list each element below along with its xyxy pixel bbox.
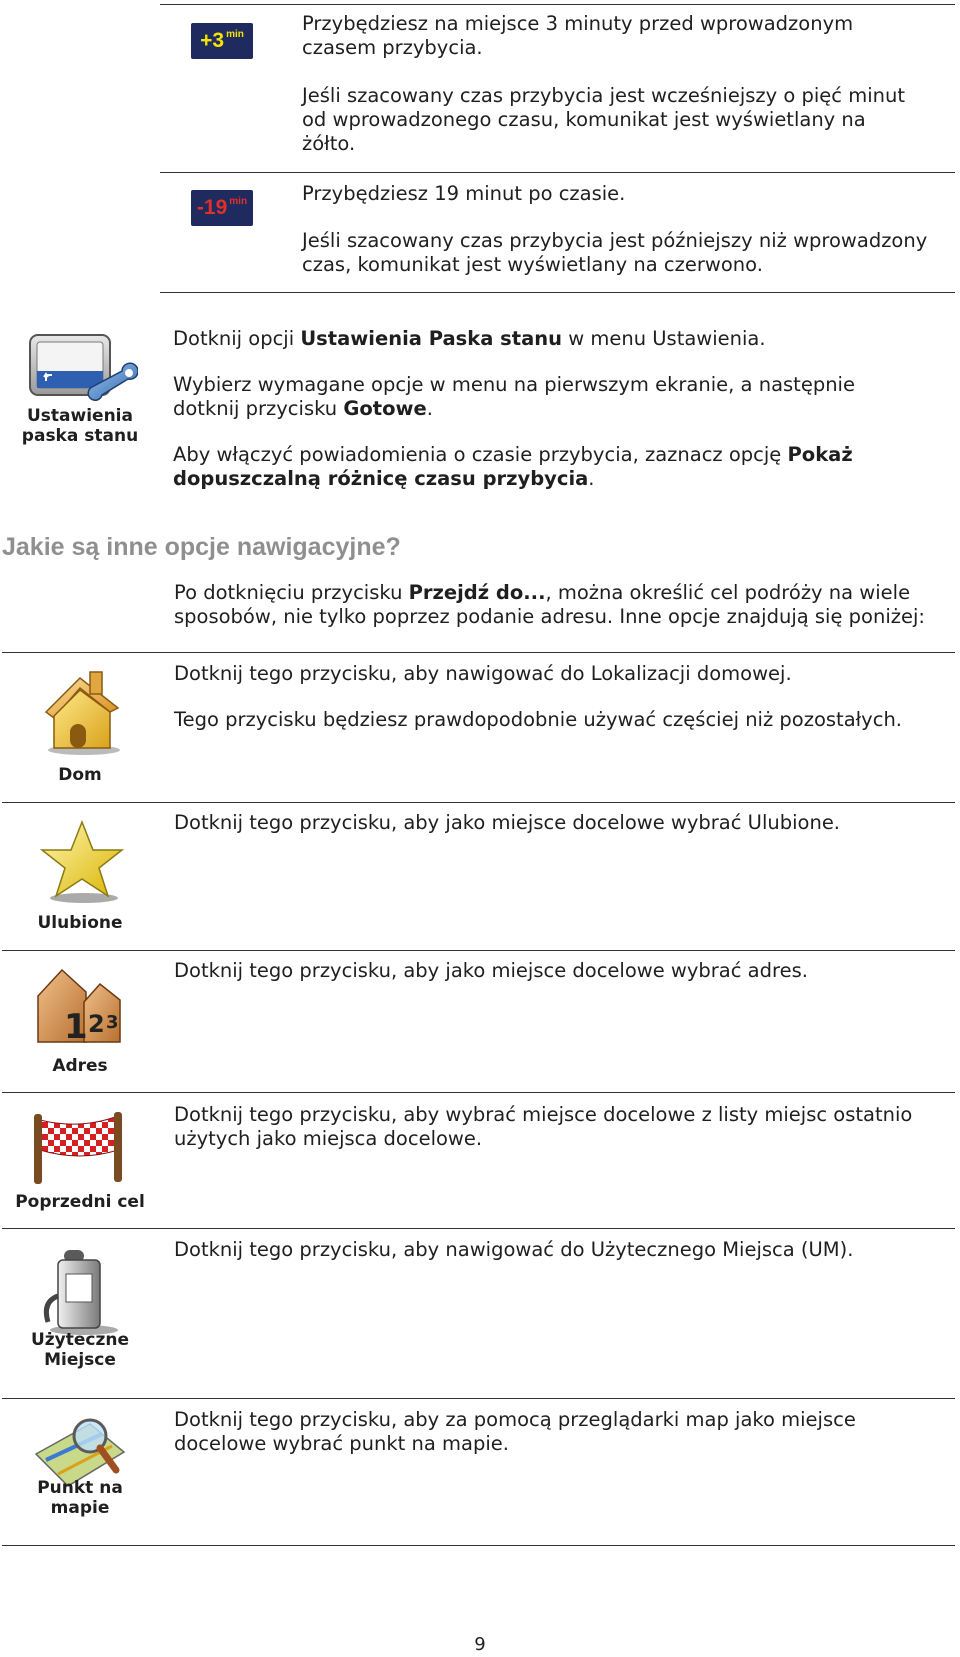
options-rule-3 — [2, 1092, 955, 1093]
options-rule-5 — [2, 1398, 955, 1399]
address-digit-2: 2 — [88, 1010, 105, 1038]
early-arrival-badge — [191, 23, 253, 59]
favorites-text: Dotknij tego przycisku, aby jako miejsce docelowe wybrać Ulubione. — [174, 811, 841, 834]
settings-paragraph-2 — [173, 373, 913, 421]
settings-p1-text: Dotknij opcji — [173, 327, 301, 350]
home-text-2: Tego przycisku będziesz prawdopodobnie używać częściej niż pozostałych. — [174, 708, 903, 731]
settings-p2-end: . — [426, 397, 433, 420]
settings-p3-end: . — [588, 467, 595, 490]
settings-p2-bold: Gotowe — [343, 397, 427, 420]
previous-destination-caption: Poprzedni cel — [15, 1192, 145, 1212]
address-icon — [34, 966, 126, 1048]
early-badge-value: +3 — [200, 29, 225, 52]
previous-destination-text: Dotknij tego przycisku, aby wybrać miejsce docelowe z listy miejsc ostatnio użytych jako miejsca docelowe. — [174, 1103, 913, 1150]
late-badge-value: -19 — [196, 196, 228, 219]
status-bar-settings-caption: Ustawienia paska stanu — [21, 406, 139, 446]
page-number: 9 — [474, 1634, 486, 1655]
address-digit-3: 3 — [106, 1012, 119, 1033]
settings-p2-text: Wybierz wymagane opcje w menu na pierwszym ekranie, a następnie dotknij przycisku — [173, 373, 855, 420]
late-arrival-text-2: Jeśli szacowany czas przybycia jest późniejszy niż wprowadzony czas, komunikat jest wyświetlany na czerwono. — [302, 229, 928, 276]
early-badge-unit: min — [226, 28, 244, 40]
favorites-caption: Ulubione — [37, 913, 123, 933]
home-icon — [36, 668, 126, 758]
options-top-rule — [2, 652, 955, 653]
map-point-caption: Punkt na mapie — [37, 1478, 123, 1518]
address-digit-1: 1 — [64, 1007, 88, 1047]
table-top-rule — [160, 4, 955, 5]
table-bottom-rule — [160, 292, 955, 293]
settings-paragraph-1 — [173, 327, 923, 351]
settings-p3-bold: Pokaż dopuszczalną różnicę czasu przybycia — [173, 443, 853, 490]
poi-text: Dotknij tego przycisku, aby nawigować do Użytecznego Miejsca (UM). — [174, 1238, 854, 1261]
settings-p1-end: w menu Ustawienia. — [562, 327, 766, 350]
options-bottom-rule — [2, 1545, 955, 1546]
options-rule-1 — [2, 802, 955, 803]
table-middle-rule — [160, 172, 955, 173]
early-arrival-text-2: Jeśli szacowany czas przybycia jest wcześniejszy o pięć minut od wprowadzonego czasu, komunikat jest wyświetlany na żółto. — [302, 84, 905, 155]
intro-text: Po dotknięciu przycisku — [174, 581, 409, 604]
late-arrival-badge — [191, 190, 253, 226]
intro-end: , można określić cel podróży na wiele sposobów, nie tylko poprzez podanie adresu. Inne opcje znajdują się poniżej: — [174, 581, 925, 628]
status-bar-settings-icon — [26, 333, 138, 405]
intro-paragraph — [174, 581, 954, 629]
poi-caption: Użyteczne Miejsce — [30, 1330, 130, 1370]
star-icon — [34, 818, 126, 906]
home-caption: Dom — [58, 765, 102, 785]
home-text-1: Dotknij tego przycisku, aby nawigować do Lokalizacji domowej. — [174, 662, 792, 685]
late-badge-unit: min — [229, 195, 248, 207]
address-text: Dotknij tego przycisku, aby jako miejsce docelowe wybrać adres. — [174, 959, 808, 982]
settings-p3-text: Aby włączyć powiadomienia o czasie przybycia, zaznacz opcję — [173, 443, 788, 466]
late-arrival-text-1: Przybędziesz 19 minut po czasie. — [302, 182, 626, 205]
settings-p1-bold: Ustawienia Paska stanu — [300, 327, 563, 350]
fuel-pump-icon — [38, 1246, 122, 1336]
finish-flag-icon — [30, 1110, 130, 1186]
early-arrival-text-1: Przybędziesz na miejsce 3 minuty przed wprowadzonym czasem przybycia. — [302, 12, 854, 59]
intro-bold: Przejdź do... — [408, 581, 546, 604]
section-heading: Jakie są inne opcje nawigacyjne? — [2, 533, 401, 561]
options-rule-2 — [2, 950, 955, 951]
address-caption: Adres — [52, 1056, 108, 1076]
settings-paragraph-3 — [173, 443, 913, 491]
map-point-text: Dotknij tego przycisku, aby za pomocą przeglądarki map jako miejsce docelowe wybrać punkt na mapie. — [174, 1408, 856, 1455]
options-rule-4 — [2, 1228, 955, 1229]
